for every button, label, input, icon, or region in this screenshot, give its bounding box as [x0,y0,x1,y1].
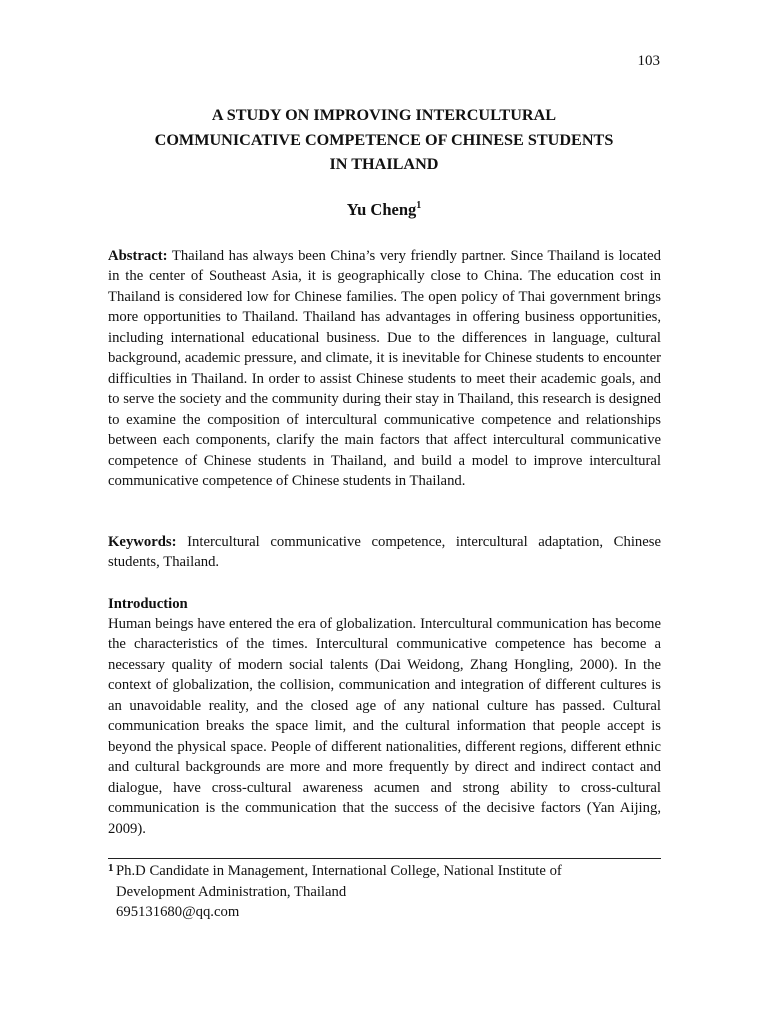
section-heading-introduction: Introduction [108,596,188,612]
author-footnote-mark: 1 [416,200,422,211]
footnote-divider [108,858,661,859]
abstract-paragraph [108,246,661,491]
keywords-label: Keywords: [108,534,177,550]
paper-title [108,103,660,177]
keywords-text: Intercultural communicative competence, intercultural adaptation, Chinese students, Thailand. [108,534,662,571]
introduction-paragraph: Human beings have entered the era of globalization. Intercultural communication has become the characteristics of the times. Intercultural communicative competence has become a necessary quality of modern social talents (Dai Weidong, Zhang Hongling, 2000). In the context of globalization, the collision, communication and integration of different cultures is an unavoidable reality, and the closed age of any national culture has passed. Cultural communication breaks the space limit, and the cultural information that people accept is beyond the physical space. People of different nationalities, different regions, different ethnic and cultural backgrounds are more and more frequently by direct and indirect contact and dialogue, have cross-cultural awareness acumen and strong ability to cross-cultural communication is the communication that the success of the decisive factors (Yan Aijing, 2009). [108,616,661,837]
keywords-paragraph [108,532,661,573]
author-name: Yu Cheng [346,200,417,219]
title-line: COMMUNICATIVE COMPETENCE OF CHINESE STUDENTS [154,130,614,149]
abstract-text: Thailand has always been China’s very friendly partner. Since Thailand is located in the center of Southeast Asia, it is geographically close to China. The education cost in Thailand is considered low for Chinese families. The open policy of Thai government brings more opportunities to Thailand. Thailand has advantages in offering business opportunities, including international educational business. Due to the differences in language, cultural background, academic pressure, and climate, it is inevitable for Chinese students to encounter difficulties in Thailand. In order to assist Chinese students to meet their academic goals, and to serve the society and the community during their stay in Thailand, this research is designed to examine the composition of intercultural communicative competence and relationships between each components, clarify the main factors that affect intercultural communicative competence of Chinese students in Thailand, and build a model to improve intercultural communicative competence of Chinese students in Thailand. [108,248,661,489]
footnote-line: Ph.D Candidate in Management, International College, National Institute of [116,863,562,879]
page-number: 103 [637,53,660,69]
abstract-label: Abstract: [108,248,168,264]
title-line: IN THAILAND [329,155,439,173]
footnote-email: 695131680@qq.com [116,904,240,920]
footnote [108,861,661,923]
author-line [108,198,660,222]
footnote-mark: 1 [108,862,114,874]
title-line: A STUDY ON IMPROVING INTERCULTURAL [211,106,557,124]
footnote-line: Development Administration, Thailand [116,883,347,900]
